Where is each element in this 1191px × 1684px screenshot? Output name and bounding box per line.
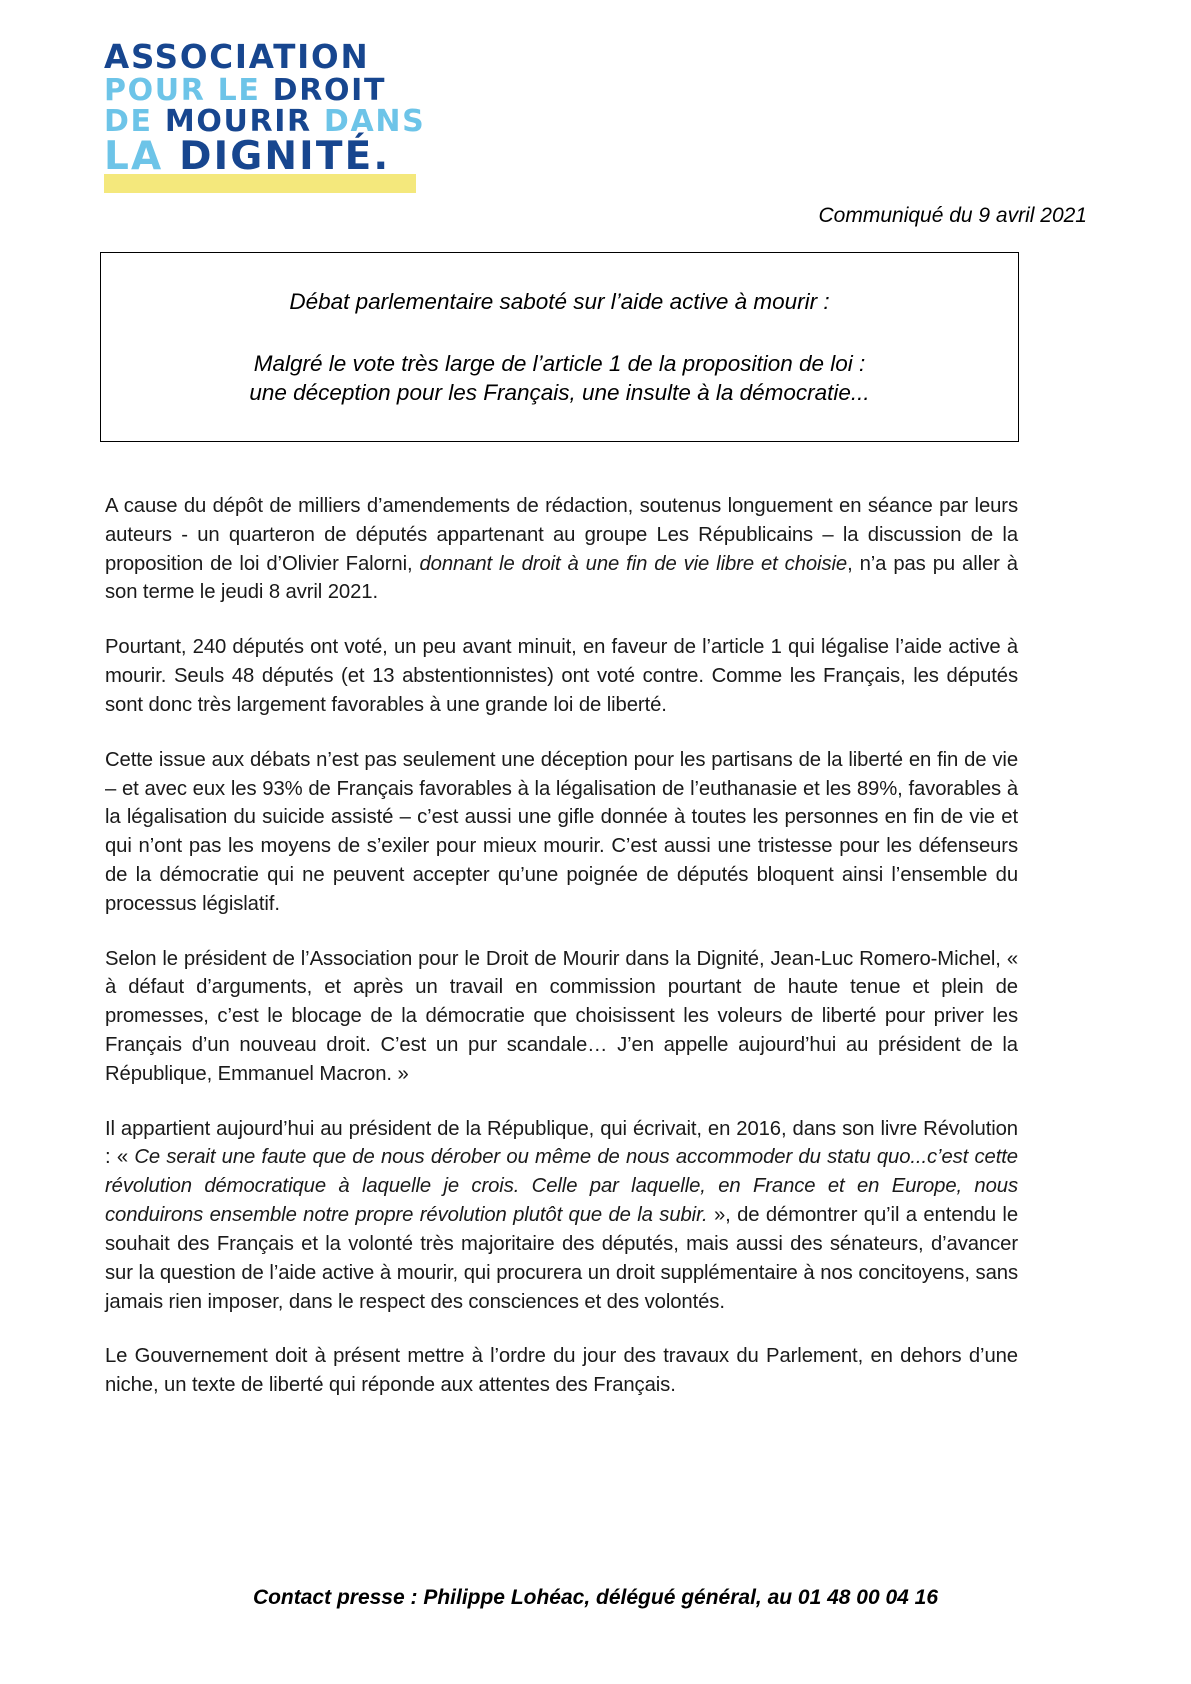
logo-line-de-mourir-dans (104, 104, 426, 140)
logo-line-pour-le-droit (104, 72, 424, 108)
document-header (0, 34, 1191, 227)
document-footer (0, 1586, 1191, 1610)
communique-date: Communiqué du 9 avril 2021 (818, 204, 1087, 227)
press-contact: Contact presse : Philippe Lohéac, délégué général, au 01 48 00 04 16 (252, 1586, 939, 1609)
paragraph-5-text-a: Il appartient aujourd’hui au président de la République, qui écrivait, en 2016, dans son livre Révolution : « (105, 1117, 1018, 1169)
paragraph-1 (105, 492, 1018, 607)
logo-text-de: DE (104, 104, 153, 140)
logo-line-association: ASSOCIATION (104, 38, 370, 76)
headline-line-2: Malgré le vote très large de l’article 1 de la proposition de loi : (253, 350, 866, 376)
headline-spacer (131, 317, 988, 349)
logo-text-mourir: MOURIR (164, 104, 312, 140)
paragraph-1-italic-law-title: donnant le droit à une fin de vie libre et choisie (419, 552, 848, 575)
paragraph-5-italic-quote: Ce serait une faute que de nous dérober ou même de nous accommoder du statu quo...c’est cette révolution démocratique à laquelle je crois. Celle par laquelle, en France et en Europe, nous conduirons ensemble notre propre révolution plutôt que de la subir. (105, 1146, 1018, 1227)
paragraph-6: Le Gouvernement doit à présent mettre à l’ordre du jour des travaux du Parlement, en dehors d’une niche, un texte de liberté qui réponde aux attentes des Français. (105, 1345, 1018, 1397)
admd-logo (104, 38, 426, 179)
paragraph-5 (105, 1115, 1018, 1317)
logo-line-la-dignite (104, 133, 424, 179)
headline-line-3: une déception pour les Français, une insulte à la démocratie... (249, 380, 870, 406)
paragraph-4: Selon le président de l’Association pour le Droit de Mourir dans la Dignité, Jean-Luc Romero-Michel, « à défaut d’arguments, et après un travail en commission pourtant de haute tenue et plein de promesses, c’est le blocage de la démocratie que choisissent les voleurs de liberté pour priver les Français d’un nouveau droit. C’est un pur scandale… J’en appelle aujourd’hui au président de la République, Emmanuel Macron. » (105, 947, 1018, 1085)
document-body (105, 492, 1018, 1400)
logo-text-dans: DANS (323, 104, 426, 140)
paragraph-1-text-a: A cause du dépôt de milliers d’amendements de rédaction, soutenus longuement en séance par leurs auteurs - un quarteron de députés appartenant au groupe Les Républicains – la discussion de la proposition de loi d’Olivier Falorni, (105, 495, 1018, 575)
headline-box (100, 252, 1019, 442)
logo-text-la: LA (104, 133, 164, 179)
paragraph-2: Pourtant, 240 députés ont voté, un peu avant minuit, en faveur de l’article 1 qui légalise l’aide active à mourir. Seuls 48 députés (et 13 abstentionnistes) ont voté contre. Comme les Français, les députés sont donc très largement favorables à une grande loi de liberté. (105, 636, 1018, 716)
logo-text-dignite: DIGNITÉ. (179, 133, 391, 179)
headline-line-1: Débat parlementaire saboté sur l’aide active à mourir : (289, 289, 830, 314)
logo-text-pour-le: POUR LE (104, 72, 261, 108)
paragraph-5-text-b: », de démontrer qu’il a entendu le souhait des Français et la volonté très majoritaire des députés, mais aussi des sénateurs, d’avancer sur la question de l’aide active à mourir, qui procurera un droit supplémentaire à nos concitoyens, sans jamais rien imposer, dans le respect des consciences et des volontés. (105, 1204, 1018, 1313)
logo-text-droit: DROIT (272, 72, 387, 108)
paragraph-1-text-b: , n’a pas pu aller à son terme le jeudi 8 avril 2021. (105, 552, 1018, 604)
paragraph-3: Cette issue aux débats n’est pas seulement une déception pour les partisans de la liberté en fin de vie – et avec eux les 93% de Français favorables à la légalisation de l’euthanasie et les 89%, favorables à la légalisation du suicide assisté – c’est aussi une gifle donnée à toutes les personnes en fin de vie et qui n’ont pas les moyens de s’exiler pour mieux mourir. C’est aussi une tristesse pour les défenseurs de la démocratie qui ne peuvent accepter qu’une poignée de députés bloquent ainsi l’ensemble du processus législatif. (105, 748, 1018, 915)
